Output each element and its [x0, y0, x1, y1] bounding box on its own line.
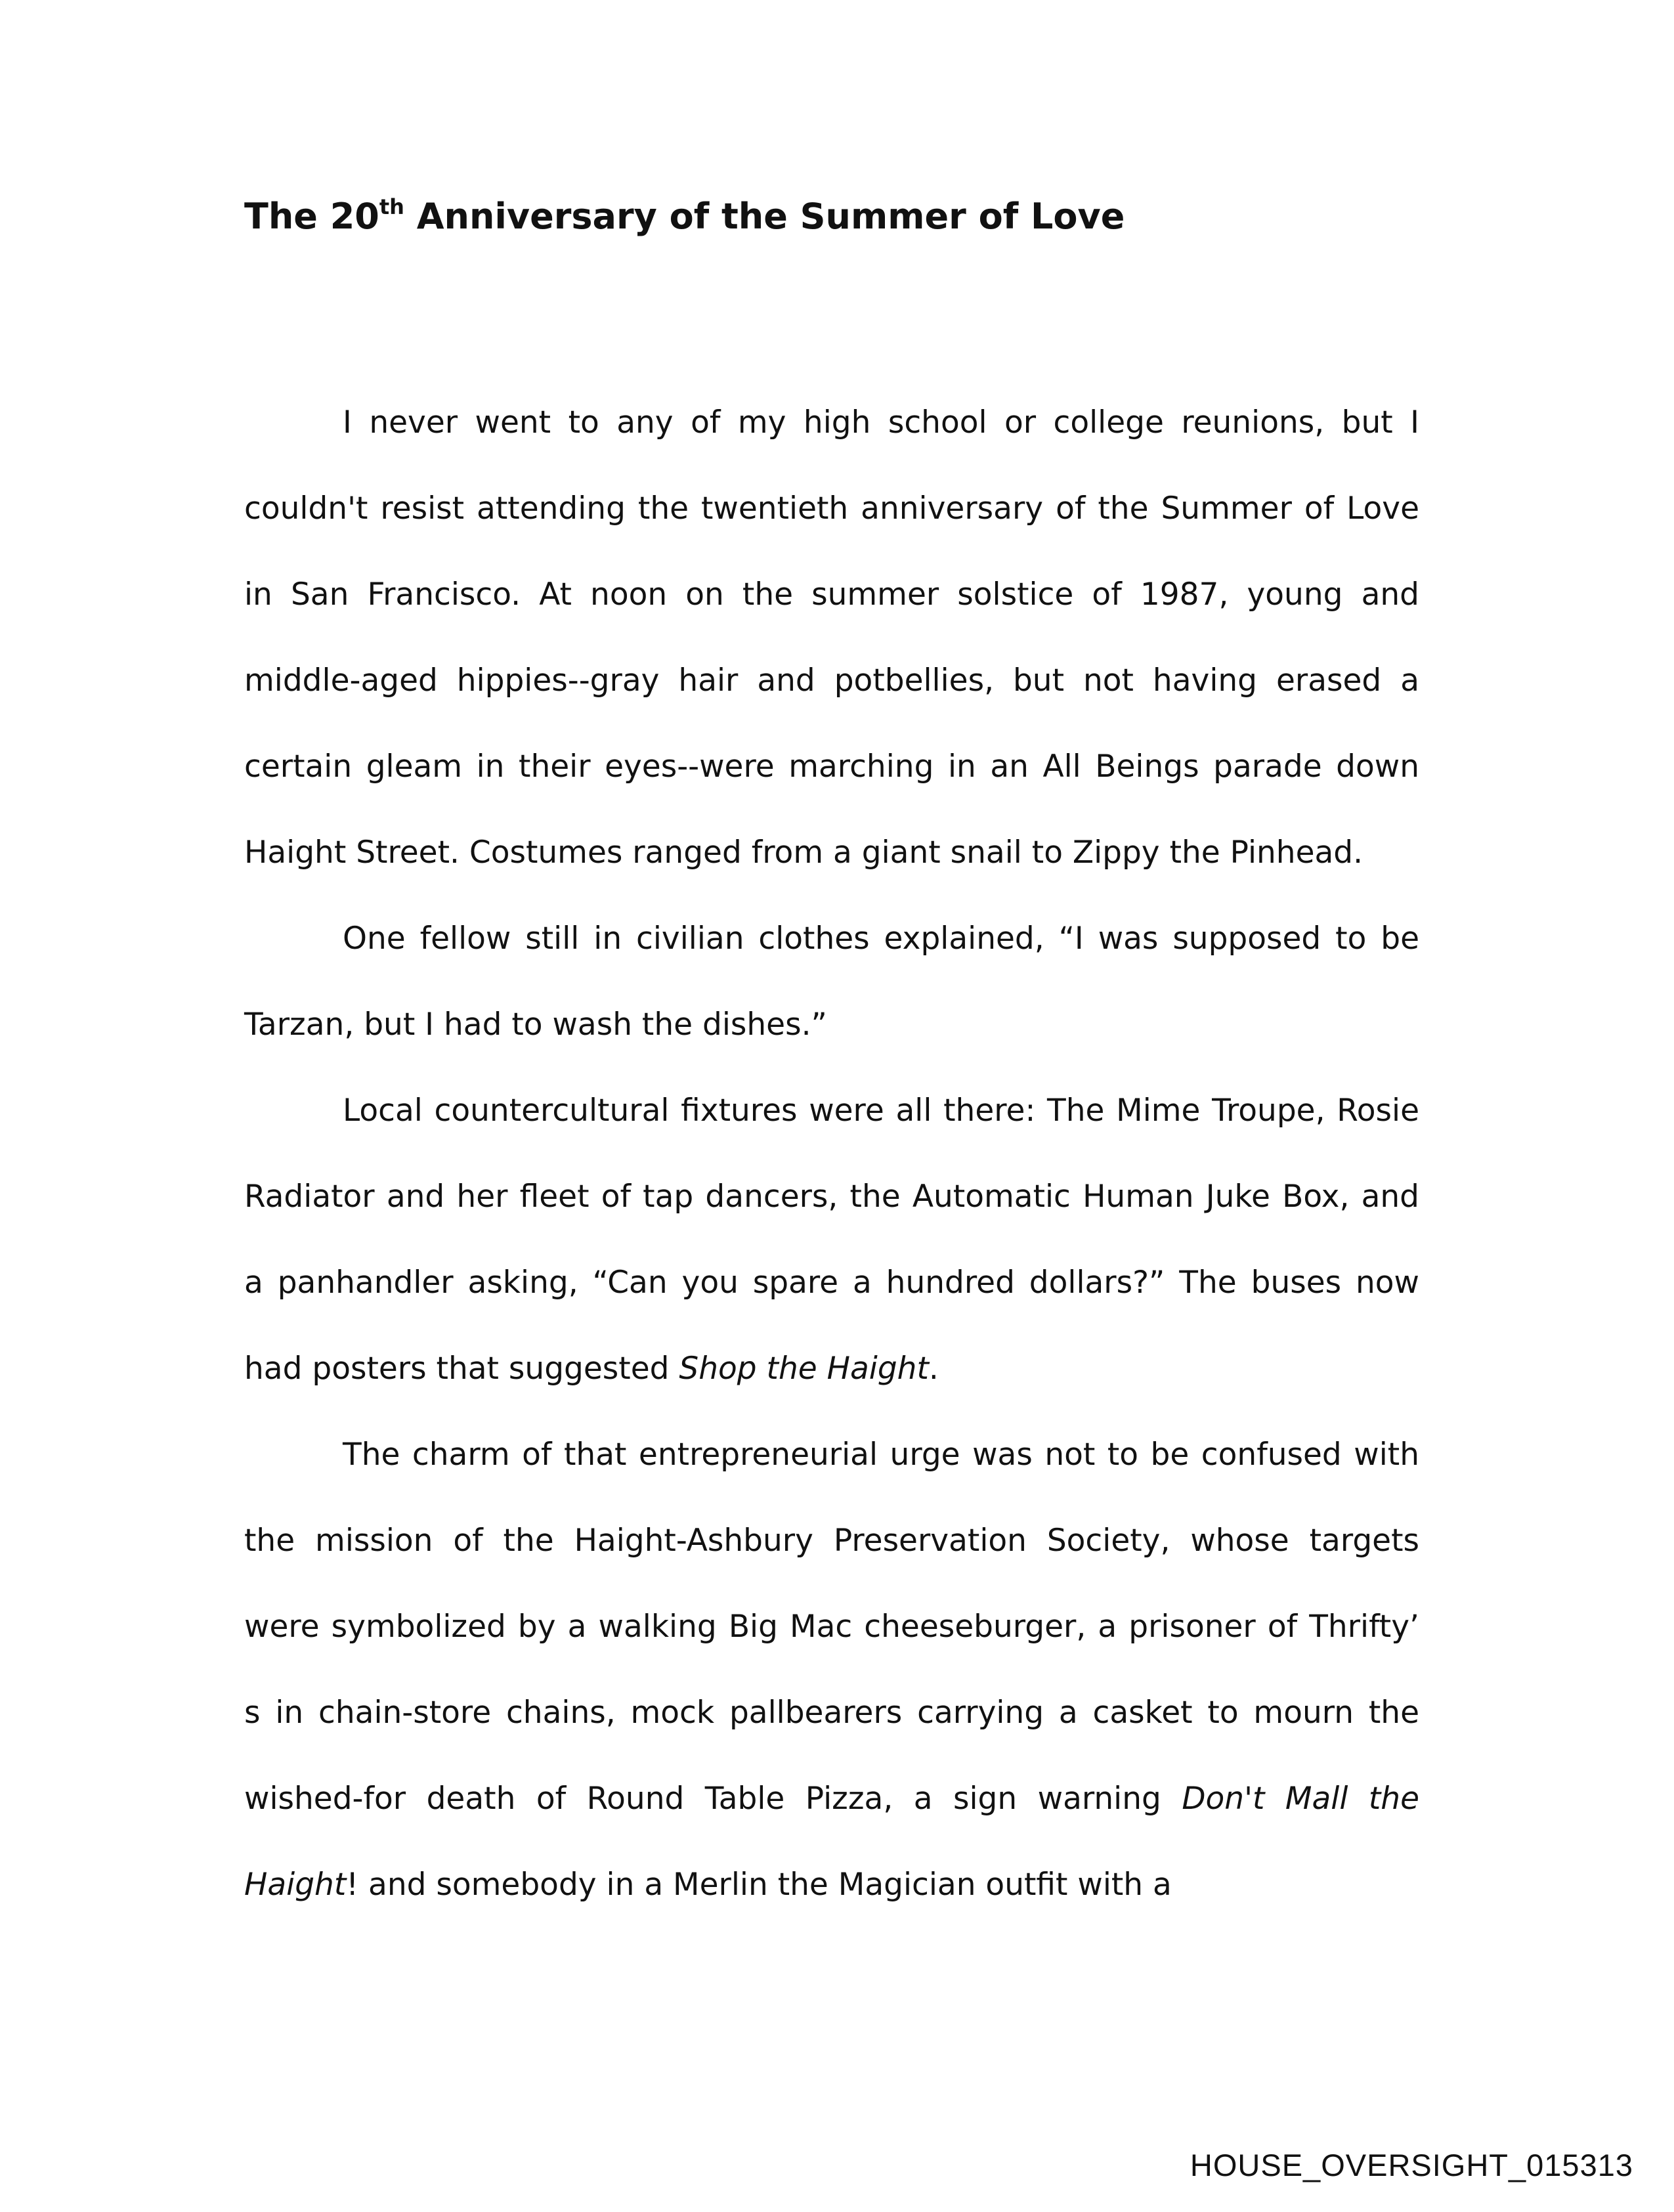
paragraph-3-end: .	[928, 1351, 939, 1387]
body-text	[244, 380, 1419, 1928]
title-suffix: Anniversary of the Summer of Love	[404, 196, 1125, 237]
bates-number: HOUSE_OVERSIGHT_015313	[1190, 2148, 1633, 2182]
paragraph-3-italic: Shop the Haight	[679, 1351, 929, 1387]
paragraph-1: I never went to any of my high school or college reunions, but I couldn't resist attending the twentieth anniversary of the Summer of Love in San Francisco. At noon on the summer solstice of 1987, young and middle-aged hippies--gray hair and potbellies, but not having erased a certain gleam in their eyes--were marching in an All Beings parade down Haight Street. Costumes ranged from a giant snail to Zippy the Pinhead.	[244, 404, 1419, 871]
paragraph-3-text: Local countercultural fixtures were all there: The Mime Troupe, Rosie Radiator and her fleet of tap dancers, the Automatic Human Juke Box, and a panhandler asking, “Can you spare a hundred dollars?” The buses now had posters that suggested	[244, 1093, 1419, 1387]
paragraph-4-text: The charm of that entrepreneurial urge was not to be confused with the mission of the Haight-Ashbury Preservation Society, whose targets were symbolized by a walking Big Mac cheeseburger, a prisoner of Thrifty’ s in chain-store chains, mock pallbearers carrying a casket to mourn the wished-for death of Round Table Pizza, a sign warning	[244, 1437, 1419, 1817]
paragraph-2: One fellow still in civilian clothes explained, “I was supposed to be Tarzan, but I had to wash the dishes.”	[244, 921, 1419, 1043]
paragraph-4	[244, 1412, 1419, 1928]
paragraph-3	[244, 1068, 1419, 1412]
paragraph-4-italic: Don't Mall the Haight	[244, 1781, 1419, 1903]
title-prefix: The 20	[244, 196, 379, 237]
paragraph-4-end: ! and somebody in a Merlin the Magician outfit with a	[346, 1867, 1172, 1903]
page-title	[244, 190, 1125, 243]
title-superscript: th	[379, 194, 404, 219]
